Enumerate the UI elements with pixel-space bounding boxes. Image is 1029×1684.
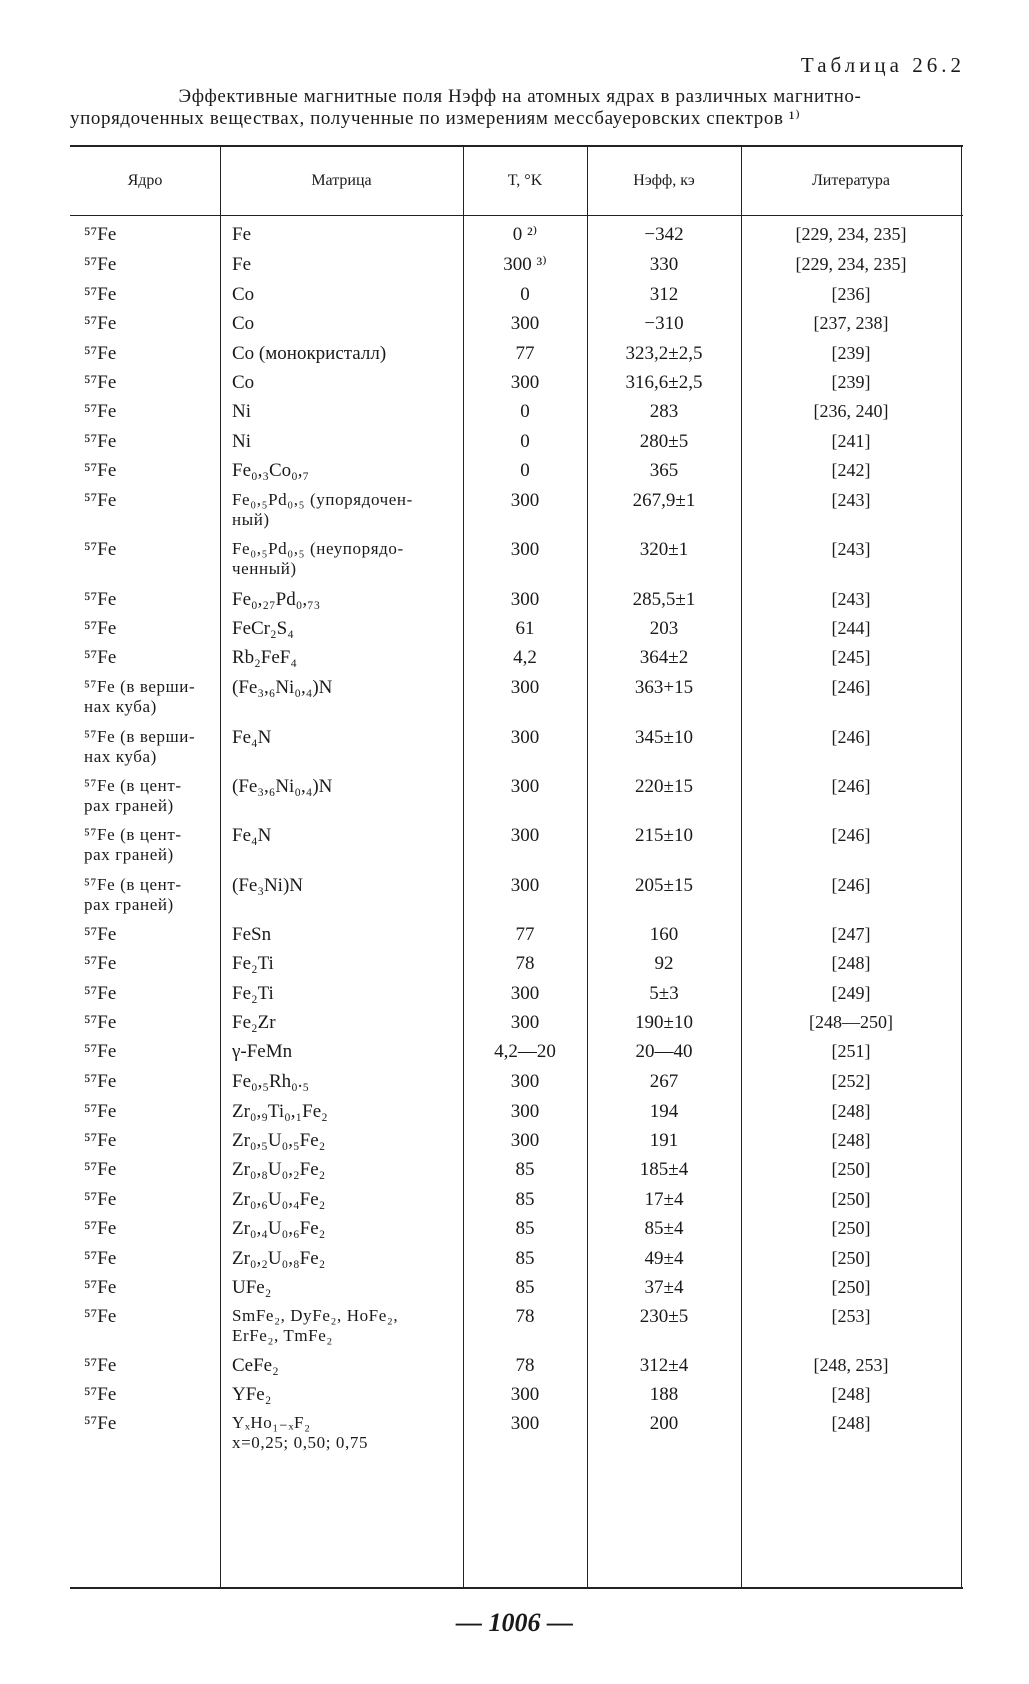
cell-temperature: 300: [510, 539, 540, 560]
cell-field: 320±1: [639, 539, 689, 560]
cell-literature: [250]: [831, 1189, 871, 1209]
cell-temperature: 300: [510, 776, 540, 797]
cell-field: 345±10: [635, 727, 693, 748]
cell-field: −342: [644, 224, 684, 245]
cell-temperature: 300: [510, 490, 540, 511]
cell-nucleus: ⁵⁷Fe: [84, 460, 117, 481]
page-number: — 1006 —: [456, 1608, 573, 1637]
cell-temperature: 300: [510, 372, 540, 393]
cell-field: 230±5: [639, 1306, 689, 1327]
cell-field: 285,5±1: [632, 589, 696, 610]
cell-field: 37±4: [644, 1277, 684, 1298]
cell-field: 365: [649, 460, 679, 481]
cell-field: 49±4: [644, 1248, 684, 1269]
cell-nucleus: ⁵⁷Fe: [84, 1189, 117, 1210]
cell-field: 20—40: [635, 1041, 693, 1062]
cell-temperature: 300: [510, 589, 540, 610]
cell-nucleus: ⁵⁷Fe: [84, 313, 117, 334]
cell-literature: [248]: [831, 1413, 871, 1433]
cell-nucleus: ⁵⁷Fe (в цент- рах граней): [84, 875, 182, 914]
cell-matrix: CeFe₂: [232, 1355, 279, 1376]
cell-literature: [246]: [831, 776, 871, 796]
cell-matrix: Fe₂Ti: [232, 953, 274, 974]
cell-nucleus: ⁵⁷Fe: [84, 1355, 117, 1376]
cell-field: 323,2±2,5: [625, 343, 703, 364]
cell-matrix: YₓHo₁₋ₓF₂ x=0,25; 0,50; 0,75: [232, 1413, 369, 1452]
table-caption: [70, 86, 970, 130]
cell-matrix: Co: [232, 372, 255, 393]
cell-field: 330: [649, 254, 679, 275]
cell-matrix: Zr₀,₅U₀,₅Fe₂: [232, 1130, 326, 1151]
cell-matrix: Rb₂FeF₄: [232, 647, 297, 668]
cell-literature: [244]: [831, 618, 871, 638]
cell-matrix: (Fe₃,₆Ni₀,₄)N: [232, 776, 333, 797]
cell-nucleus: ⁵⁷Fe: [84, 284, 117, 305]
cell-nucleus: ⁵⁷Fe: [84, 983, 117, 1004]
cell-nucleus: ⁵⁷Fe: [84, 539, 117, 560]
cell-matrix: Zr₀,₆U₀,₄Fe₂: [232, 1189, 326, 1210]
cell-literature: [246]: [831, 875, 871, 895]
cell-field: 283: [649, 401, 679, 422]
cell-field: 92: [654, 953, 674, 974]
cell-matrix: UFe₂: [232, 1277, 272, 1298]
cell-nucleus: ⁵⁷Fe: [84, 1071, 117, 1092]
cell-literature: [243]: [831, 490, 871, 510]
cell-literature: [253]: [831, 1306, 871, 1326]
cell-field: 188: [649, 1384, 679, 1405]
cell-temperature: 300: [510, 677, 540, 698]
table-label: Таблица 26.2: [800, 53, 965, 77]
cell-nucleus: ⁵⁷Fe: [84, 401, 117, 422]
cell-matrix: (Fe₃,₆Ni₀,₄)N: [232, 677, 333, 698]
cell-matrix: Fe₂Ti: [232, 983, 274, 1004]
cell-field: 185±4: [639, 1159, 689, 1180]
cell-temperature: 300: [510, 727, 540, 748]
column-divider: [220, 147, 221, 1587]
cell-field: −310: [644, 313, 684, 334]
cell-nucleus: ⁵⁷Fe: [84, 647, 117, 668]
cell-nucleus: ⁵⁷Fe: [84, 618, 117, 639]
cell-field: 200: [649, 1413, 679, 1434]
cell-literature: [243]: [831, 539, 871, 559]
cell-temperature: 85: [515, 1248, 535, 1269]
cell-nucleus: ⁵⁷Fe: [84, 254, 117, 275]
cell-literature: [252]: [831, 1071, 871, 1091]
cell-field: 312: [649, 284, 679, 305]
cell-temperature: 78: [515, 1355, 535, 1376]
cell-temperature: 78: [515, 953, 535, 974]
cell-nucleus: ⁵⁷Fe (в верши- нах куба): [84, 727, 196, 766]
cell-nucleus: ⁵⁷Fe: [84, 589, 117, 610]
cell-field: 160: [649, 924, 679, 945]
cell-field: 363+15: [634, 677, 694, 698]
cell-matrix: Fe: [232, 224, 251, 245]
cell-literature: [242]: [831, 460, 871, 480]
cell-nucleus: ⁵⁷Fe (в цент- рах граней): [84, 825, 182, 864]
cell-matrix: Ni: [232, 401, 251, 422]
cell-temperature: 300: [510, 313, 540, 334]
header-nucleus: Ядро: [127, 172, 163, 189]
cell-nucleus: ⁵⁷Fe: [84, 953, 117, 974]
cell-temperature: 300: [510, 825, 540, 846]
cell-matrix: Fe₀,₅Pd₀,₅ (упорядочен- ный): [232, 490, 413, 529]
cell-temperature: 61: [515, 618, 535, 639]
cell-literature: [246]: [831, 677, 871, 697]
cell-temperature: 300 ³⁾: [503, 254, 547, 275]
cell-literature: [251]: [831, 1041, 871, 1061]
cell-literature: [250]: [831, 1277, 871, 1297]
cell-nucleus: ⁵⁷Fe: [84, 924, 117, 945]
cell-field: 191: [649, 1130, 679, 1151]
cell-nucleus: ⁵⁷Fe: [84, 1041, 117, 1062]
cell-matrix: Fe: [232, 254, 251, 275]
cell-field: 267: [649, 1071, 679, 1092]
cell-matrix: FeCr₂S₄: [232, 618, 294, 639]
column-divider: [961, 147, 962, 1587]
cell-nucleus: ⁵⁷Fe: [84, 224, 117, 245]
header-temperature: T, °K: [507, 172, 543, 189]
cell-field: 203: [649, 618, 679, 639]
cell-literature: [248]: [831, 1101, 871, 1121]
cell-literature: [248]: [831, 953, 871, 973]
cell-nucleus: ⁵⁷Fe: [84, 1277, 117, 1298]
cell-literature: [245]: [831, 647, 871, 667]
cell-temperature: 300: [510, 1130, 540, 1151]
header-matrix: Матрица: [311, 172, 372, 189]
cell-temperature: 0: [520, 401, 530, 422]
cell-matrix: Fe₄N: [232, 825, 272, 846]
cell-matrix: FeSn: [232, 924, 272, 945]
cell-nucleus: ⁵⁷Fe: [84, 343, 117, 364]
cell-nucleus: ⁵⁷Fe: [84, 1159, 117, 1180]
cell-literature: [248—250]: [809, 1012, 893, 1032]
cell-matrix: SmFe₂, DyFe₂, HoFe₂, ErFe₂, TmFe₂: [232, 1306, 399, 1345]
cell-field: 205±15: [635, 875, 693, 896]
cell-field: 17±4: [644, 1189, 684, 1210]
cell-nucleus: ⁵⁷Fe: [84, 431, 117, 452]
cell-temperature: 77: [515, 343, 535, 364]
cell-matrix: γ-FeMn: [232, 1041, 293, 1062]
cell-temperature: 0 ²⁾: [512, 224, 538, 245]
cell-nucleus: ⁵⁷Fe: [84, 1413, 117, 1434]
cell-field: 190±10: [635, 1012, 693, 1033]
cell-literature: [241]: [831, 431, 871, 451]
cell-temperature: 78: [515, 1306, 535, 1327]
cell-matrix: YFe₂: [232, 1384, 272, 1405]
cell-literature: [229, 234, 235]: [795, 254, 907, 274]
cell-matrix: (Fe₃Ni)N: [232, 875, 303, 896]
cell-temperature: 85: [515, 1218, 535, 1239]
cell-literature: [246]: [831, 727, 871, 747]
cell-literature: [236, 240]: [813, 401, 889, 421]
cell-literature: [249]: [831, 983, 871, 1003]
cell-field: 85±4: [644, 1218, 684, 1239]
cell-matrix: Co: [232, 313, 255, 334]
cell-field: 316,6±2,5: [625, 372, 703, 393]
cell-matrix: Fe₀,₂₇Pd₀,₇₃: [232, 589, 321, 610]
cell-temperature: 4,2: [513, 647, 537, 668]
header-divider: [70, 215, 963, 216]
header-literature: Литература: [811, 172, 891, 189]
cell-literature: [237, 238]: [813, 313, 889, 333]
caption-line-2: упорядоченных веществах, полученные по измерениям мессбауеровских спектров ¹⁾: [70, 108, 801, 129]
cell-matrix: Fe₂Zr: [232, 1012, 276, 1033]
cell-literature: [250]: [831, 1248, 871, 1268]
cell-nucleus: ⁵⁷Fe: [84, 490, 117, 511]
cell-field: 280±5: [639, 431, 689, 452]
cell-nucleus: ⁵⁷Fe: [84, 1218, 117, 1239]
cell-nucleus: ⁵⁷Fe: [84, 1012, 117, 1033]
cell-literature: [243]: [831, 589, 871, 609]
cell-matrix: Fe₀,₅Pd₀,₅ (неупорядо- ченный): [232, 539, 404, 578]
cell-temperature: 0: [520, 284, 530, 305]
cell-temperature: 85: [515, 1159, 535, 1180]
cell-temperature: 300: [510, 1384, 540, 1405]
cell-field: 194: [649, 1101, 679, 1122]
cell-matrix: Ni: [232, 431, 251, 452]
cell-nucleus: ⁵⁷Fe: [84, 1248, 117, 1269]
cell-matrix: Co (монокристалл): [232, 343, 387, 364]
cell-matrix: Zr₀,₄U₀,₆Fe₂: [232, 1218, 326, 1239]
cell-nucleus: ⁵⁷Fe: [84, 1130, 117, 1151]
cell-temperature: 0: [520, 460, 530, 481]
cell-literature: [236]: [831, 284, 871, 304]
cell-literature: [248]: [831, 1130, 871, 1150]
cell-temperature: 85: [515, 1277, 535, 1298]
cell-literature: [247]: [831, 924, 871, 944]
cell-matrix: Zr₀,₉Ti₀,₁Fe₂: [232, 1101, 328, 1122]
cell-temperature: 300: [510, 875, 540, 896]
cell-temperature: 0: [520, 431, 530, 452]
caption-line-1: Эффективные магнитные поля Hэфф на атомных ядрах в различных магнитно-: [178, 86, 862, 107]
cell-temperature: 4,2—20: [494, 1041, 556, 1062]
cell-matrix: Fe₀,₅Rh₀.₅: [232, 1071, 310, 1092]
data-table: [70, 145, 963, 1589]
cell-matrix: Zr₀,₂U₀,₈Fe₂: [232, 1248, 326, 1269]
cell-field: 267,9±1: [632, 490, 696, 511]
cell-literature: [250]: [831, 1159, 871, 1179]
cell-literature: [246]: [831, 825, 871, 845]
cell-nucleus: ⁵⁷Fe (в верши- нах куба): [84, 677, 196, 716]
cell-field: 220±15: [635, 776, 693, 797]
cell-temperature: 300: [510, 1101, 540, 1122]
cell-temperature: 85: [515, 1189, 535, 1210]
cell-nucleus: ⁵⁷Fe: [84, 1101, 117, 1122]
cell-nucleus: ⁵⁷Fe: [84, 372, 117, 393]
cell-field: 215±10: [635, 825, 693, 846]
cell-literature: [239]: [831, 343, 871, 363]
cell-matrix: Fe₀,₃Co₀,₇: [232, 460, 310, 481]
cell-temperature: 300: [510, 1012, 540, 1033]
cell-field: 364±2: [639, 647, 689, 668]
cell-literature: [239]: [831, 372, 871, 392]
cell-nucleus: ⁵⁷Fe: [84, 1306, 117, 1327]
header-field: Hэфф, кэ: [633, 172, 695, 189]
cell-temperature: 300: [510, 983, 540, 1004]
cell-temperature: 77: [515, 924, 535, 945]
cell-literature: [248]: [831, 1384, 871, 1404]
cell-matrix: Co: [232, 284, 255, 305]
cell-literature: [250]: [831, 1218, 871, 1238]
cell-nucleus: ⁵⁷Fe: [84, 1384, 117, 1405]
cell-literature: [248, 253]: [813, 1355, 889, 1375]
cell-matrix: Zr₀,₈U₀,₂Fe₂: [232, 1159, 326, 1180]
cell-matrix: Fe₄N: [232, 727, 272, 748]
cell-literature: [229, 234, 235]: [795, 224, 907, 244]
cell-temperature: 300: [510, 1413, 540, 1434]
cell-field: 5±3: [649, 983, 679, 1004]
cell-field: 312±4: [639, 1355, 689, 1376]
cell-temperature: 300: [510, 1071, 540, 1092]
cell-nucleus: ⁵⁷Fe (в цент- рах граней): [84, 776, 182, 815]
